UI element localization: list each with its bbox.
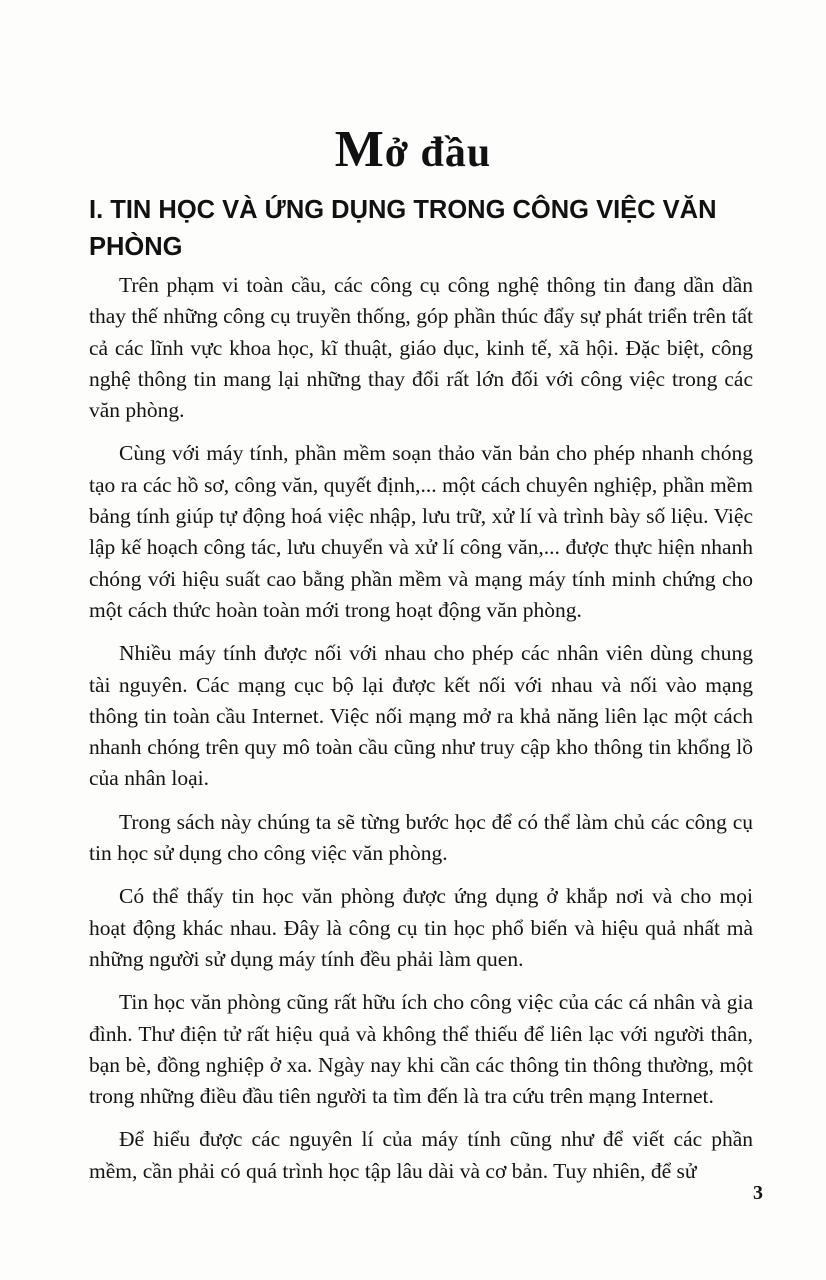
- paragraph-4: Trong sách này chúng ta sẽ từng bước học để có thể làm chủ các công cụ tin học sử dụng cho công việc văn phòng.: [89, 809, 753, 866]
- title-first-letter: M: [334, 121, 385, 178]
- paragraph-1: Trên phạm vi toàn cầu, các công cụ công nghệ thông tin đang dần dần thay thế những công cụ truyền thống, góp phần thúc đẩy sự phát triển trên tất cả các lĩnh vực khoa học, kĩ thuật, giáo dục, kinh tế, xã hội. Đặc biệt, công nghệ thông tin mang lại những thay đổi rất lớn đối với công việc trong các văn phòng.: [89, 273, 753, 423]
- title-rest: ở đầu: [384, 130, 492, 176]
- paragraph-2: Cùng với máy tính, phần mềm soạn thảo văn bản cho phép nhanh chóng tạo ra các hồ sơ, công văn, quyết định,... một cách chuyên nghiệp, phần mềm bảng tính giúp tự động hoá việc nhập, lưu trữ, xử lí và trình bày số liệu. Việc lập kế hoạch công tác, lưu chuyển và xử lí công văn,... được thực hiện nhanh chóng với hiệu suất cao bằng phần mềm và mạng máy tính minh chứng cho một cách thức hoàn toàn mới trong hoạt động văn phòng.: [89, 441, 753, 622]
- paragraph-6: Tin học văn phòng cũng rất hữu ích cho công việc của các cá nhân và gia đình. Thư điện tử rất hiệu quả và không thể thiếu để liên lạc với người thân, bạn bè, đồng nghiệp ở xa. Ngày nay khi cần các thông tin thông thường, một trong những điều đầu tiên người ta tìm đến là tra cứu trên mạng Internet.: [89, 990, 753, 1109]
- page-title: [0, 120, 826, 179]
- page-number: 3: [753, 1182, 763, 1204]
- section-heading: I. TIN HỌC VÀ ỨNG DỤNG TRONG CÔNG VIỆC VĂN PHÒNG: [89, 196, 717, 261]
- paragraph-5: Có thể thấy tin học văn phòng được ứng dụng ở khắp nơi và cho mọi hoạt động khác nhau. Đây là công cụ tin học phổ biến và hiệu quả nhất mà những người sử dụng máy tính đều phải làm quen.: [89, 884, 753, 971]
- body-text: [89, 270, 753, 1199]
- paragraph-3: Nhiều máy tính được nối với nhau cho phép các nhân viên dùng chung tài nguyên. Các mạng cục bộ lại được kết nối với nhau và nối vào mạng thông tin toàn cầu Internet. Việc nối mạng mở ra khả năng liên lạc một cách nhanh chóng trên quy mô toàn cầu cũng như truy cập kho thông tin khổng lồ của nhân loại.: [89, 641, 753, 791]
- paragraph-7: Để hiểu được các nguyên lí của máy tính cũng như để viết các phần mềm, cần phải có quá trình học tập lâu dài và cơ bản. Tuy nhiên, để sử: [89, 1127, 753, 1183]
